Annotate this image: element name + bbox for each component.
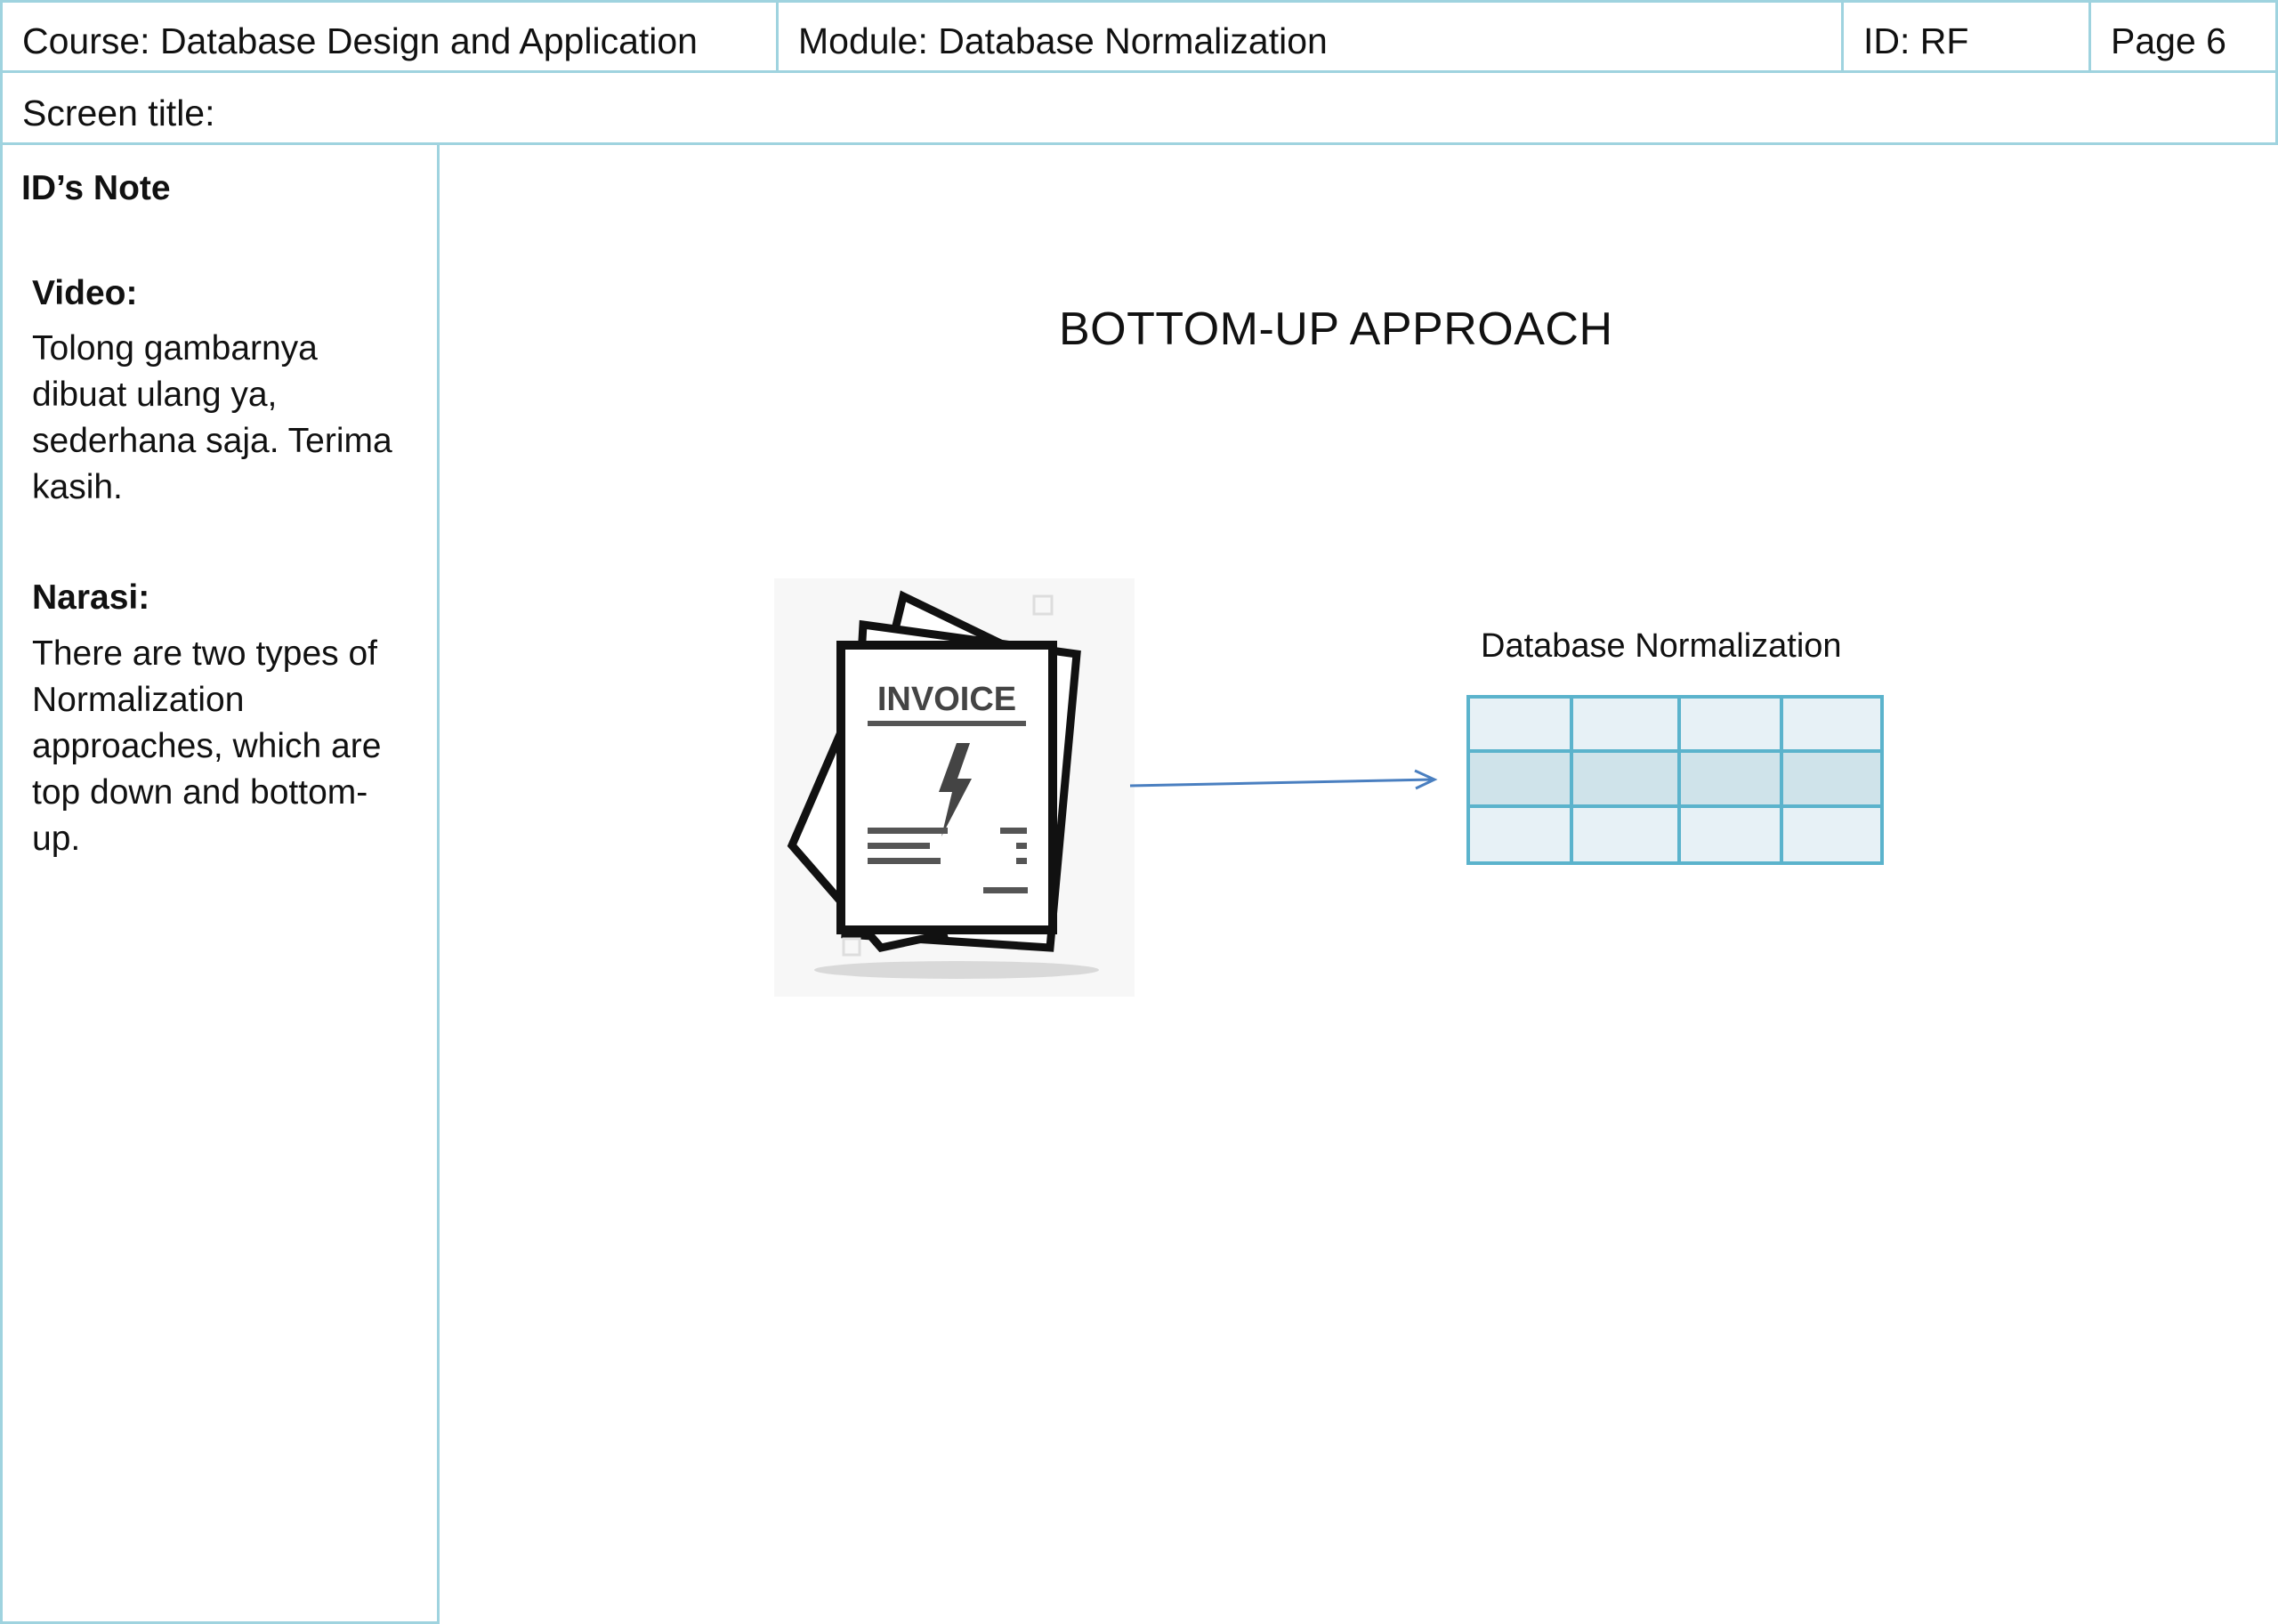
course-cell [0, 0, 779, 73]
database-table-graphic [1464, 692, 1886, 868]
table-caption: Database Normalization [1481, 627, 1842, 665]
invoice-stack-icon [774, 578, 1135, 997]
module-cell [776, 0, 1844, 73]
video-text: Tolong gambarnya dibuat ulang ya, sederhana saja. Terima kasih. [32, 329, 392, 506]
module-label: Module: Database Normalization [798, 20, 1328, 61]
id-label: ID: RF [1863, 20, 1969, 61]
screen-title-label: Screen title: [22, 93, 215, 133]
page-cell [2088, 0, 2278, 73]
video-heading: Video: [32, 274, 138, 312]
invoice-label: INVOICE [876, 681, 1017, 718]
diagram-title: BOTTOM-UP APPROACH [1059, 303, 1613, 355]
screen-title-cell [0, 70, 2278, 145]
arrow-connector [1121, 756, 1450, 801]
notes-title: ID’s Note [21, 169, 171, 207]
narasi-heading: Narasi: [32, 578, 150, 617]
course-label: Course: Database Design and Application [22, 20, 698, 61]
page-number: Page 6 [2111, 20, 2226, 61]
narasi-text: There are two types of Normalization approaches, which are top down and bottom-up. [32, 634, 382, 858]
id-cell [1841, 0, 2091, 73]
